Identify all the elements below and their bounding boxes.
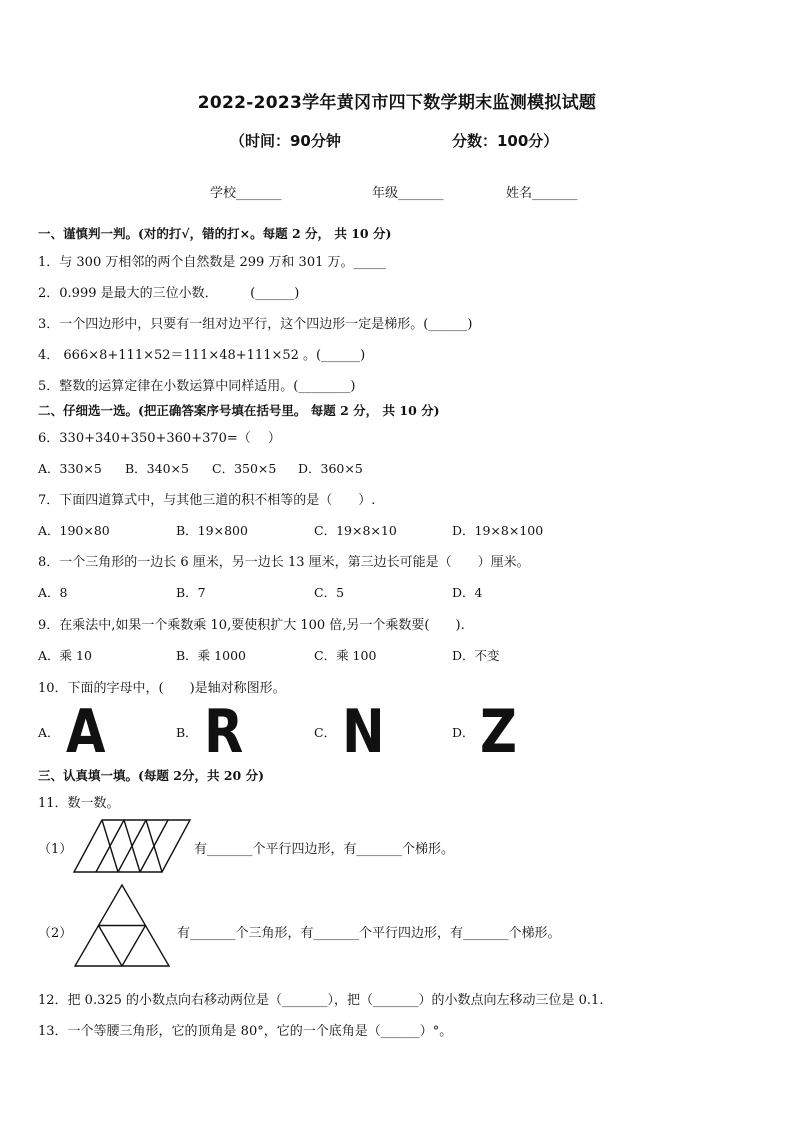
question-13: 13．一个等腰三角形，它的顶角是 80°，它的一个底角是（______）°。 [38, 1024, 453, 1039]
grade-field[interactable]: 年级_______ [372, 186, 444, 201]
letter-a-image: A [66, 697, 106, 767]
q8-option-c[interactable]: C．5 [314, 585, 345, 600]
question-11: 11．数一数。 [38, 796, 120, 811]
q8-option-b[interactable]: B．7 [176, 585, 206, 600]
q7-option-a[interactable]: A．190×80 [38, 523, 110, 538]
q11-part-2-label: （2） [38, 926, 73, 941]
q11-part-1-label: （1） [38, 842, 73, 857]
question-9: 9．在乘法中,如果一个乘数乘 10,要使积扩大 100 倍,另一个乘数要( ). [38, 618, 465, 633]
q8-option-a[interactable]: A．8 [38, 585, 68, 600]
letter-z-image: Z [480, 697, 517, 767]
q6-option-d[interactable]: D．360×5 [298, 461, 363, 476]
question-2: 2．0.999 是最大的三位小数． (______) [38, 286, 300, 301]
q10-option-c[interactable]: C． [314, 725, 337, 740]
q9-option-d[interactable]: D．不变 [452, 648, 500, 663]
q7-option-d[interactable]: D．19×8×100 [452, 523, 544, 538]
q7-option-b[interactable]: B．19×800 [176, 523, 248, 538]
question-12: 12．把 0.325 的小数点向右移动两位是（_______），把（_______）的小数点向左移动三位是 0.1. [38, 993, 604, 1008]
q9-option-a[interactable]: A．乘 10 [38, 648, 92, 663]
q9-option-b[interactable]: B．乘 1000 [176, 648, 246, 663]
question-4: 4． 666×8+111×52＝111×48+111×52 。(______) [38, 348, 366, 363]
question-10: 10．下面的字母中，( )是轴对称图形。 [38, 681, 286, 696]
question-3: 3．一个四边形中，只要有一组对边平行，这个四边形一定是梯形。(______) [38, 317, 473, 332]
section-1-heading: 一、谨慎判一判。(对的打√，错的打×。每题 2 分， 共 10 分) [38, 226, 392, 241]
q6-option-a[interactable]: A．330×5 [38, 461, 102, 476]
school-field[interactable]: 学校_______ [210, 186, 282, 201]
q9-option-c[interactable]: C．乘 100 [314, 648, 377, 663]
section-2-heading: 二、仔细选一选。(把正确答案序号填在括号里。 每题 2 分， 共 10 分) [38, 403, 440, 418]
q11-part-2-text: 有_______个三角形，有_______个平行四边形，有_______个梯形。 [177, 926, 561, 941]
question-7: 7．下面四道算式中，与其他三道的积不相等的是（ ）. [38, 493, 376, 508]
q6-option-b[interactable]: B．340×5 [125, 461, 189, 476]
parallelogram-figure [74, 818, 192, 874]
q10-option-a[interactable]: A． [38, 725, 60, 740]
letter-n-image: N [342, 697, 385, 767]
triangle-figure [74, 884, 170, 968]
exam-time: （时间：90分钟 [230, 132, 341, 150]
question-6: 6．330+340+350+360+370=（ ） [38, 431, 281, 446]
name-field[interactable]: 姓名_______ [506, 186, 578, 201]
exam-score: 分数：100分） [452, 132, 559, 150]
question-8: 8．一个三角形的一边长 6 厘米，另一边长 13 厘米，第三边长可能是（ ）厘米。 [38, 555, 530, 570]
q10-option-b[interactable]: B． [176, 725, 198, 740]
page-title: 2022-2023学年黄冈市四下数学期末监测模拟试题 [197, 93, 597, 113]
q7-option-c[interactable]: C．19×8×10 [314, 523, 397, 538]
question-5: 5．整数的运算定律在小数运算中同样适用。(________) [38, 379, 356, 394]
section-3-heading: 三、认真填一填。(每题 2分，共 20 分) [38, 768, 264, 783]
q11-part-1-text: 有_______个平行四边形，有_______个梯形。 [194, 842, 455, 857]
q10-option-d[interactable]: D． [452, 725, 475, 740]
question-1: 1．与 300 万相邻的两个自然数是 299 万和 301 万。_____ [38, 255, 387, 270]
q6-option-c[interactable]: C．350×5 [212, 461, 277, 476]
letter-r-image: R [204, 697, 244, 767]
q8-option-d[interactable]: D．4 [452, 585, 483, 600]
